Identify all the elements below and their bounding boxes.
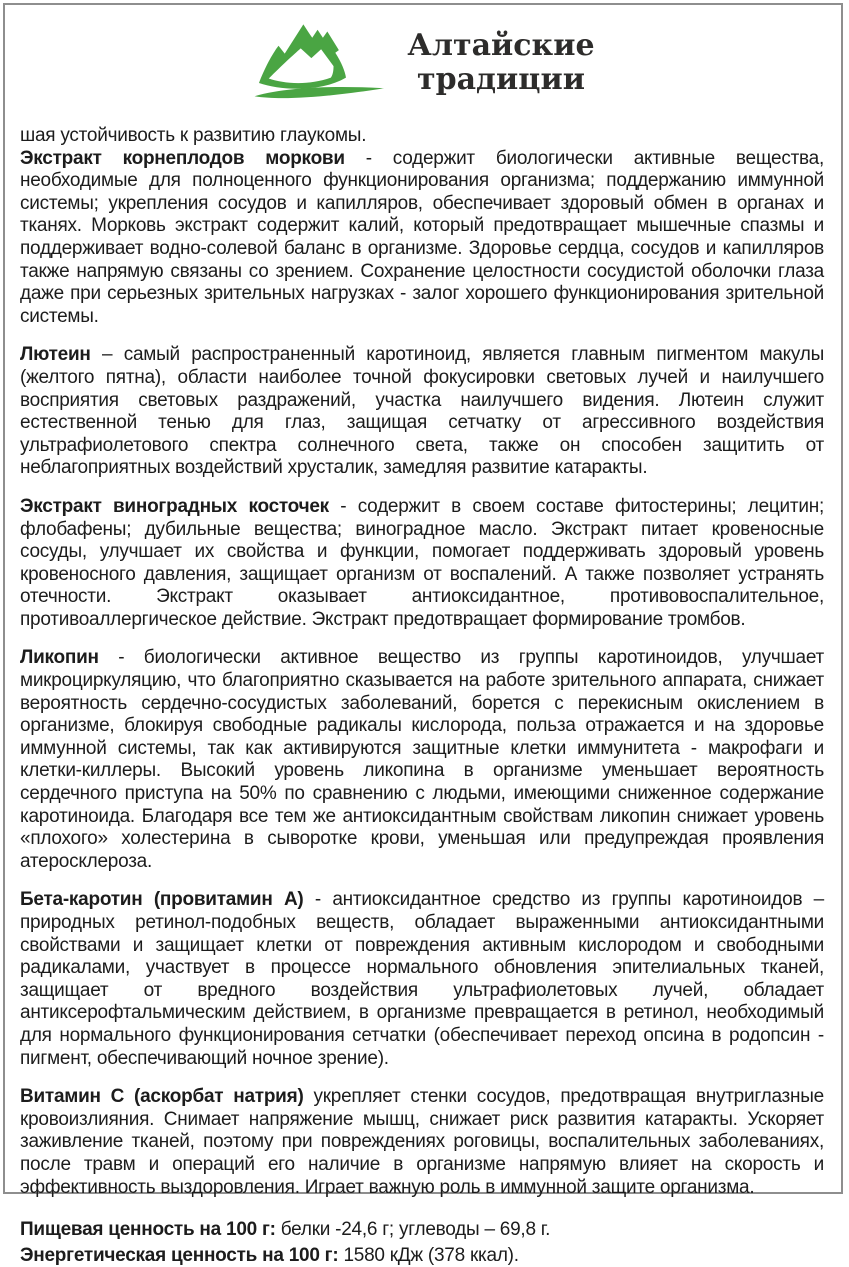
ingredient-lead: Витамин С (аскорбат натрия) <box>20 1086 304 1108</box>
ingredient-paragraph-grape-seed <box>20 496 824 632</box>
ingredient-body: - содержит в своем составе фитостерины; лецитин; флобафены; дубильные вещества; виноградное масло. Экстракт питает кровеносные сосуды, улучшает их свойства и функции, помогает поддерживать здоровый уровень кровеносного давления, защищает организм от воспалений. А также позволяет устранять отечности. Экстракт оказывает антиоксидантное, противовоспалительное, противоаллергическое действие. Экстракт предотвращает формирование тромбов. <box>20 495 825 630</box>
ingredient-body: - содержит биологически активные вещества, необходимые для полноценного функционирования организма; поддержанию иммунной системы; укрепления сосудов и капилляров, обеспечивает здоровый обмен в органах и тканях. Морковь экстракт содержит калий, который предотвращает мышечные спазмы и поддерживает водно-солевой баланс в организме. Здоровье сердца, сосудов и капилляров также напрямую связаны со зрением. Сохранение целостности сосудистой оболочки глаза даже при серьезных зрительных нагрузках - залог хорошего функционирования зрительной системы. <box>20 147 825 327</box>
ingredient-paragraph-vitamin-c <box>20 1086 824 1199</box>
ingredient-paragraph-lutein <box>20 344 824 480</box>
document-page <box>3 3 843 1266</box>
nutrition-body: 1580 кДж (378 ккал). <box>338 1244 519 1266</box>
ingredient-lead: Ликопин <box>20 647 99 669</box>
nutrition-facts <box>20 1219 824 1267</box>
continuation-fragment: шая устойчивость к развитию глаукомы. <box>20 125 367 146</box>
ingredient-body: укрепляет стенки сосудов, предотвращая внутриглазные кровоизлияния. Снимает напряжение мышц, снижает риск развития катаракты. Ускоряет заживление тканей, поэтому при повреждениях роговицы, воспалительных заболеваниях, после травм и операций его наличие в организме напрямую влияет на скорость и эффективность выздоровления. Играет важную роль в иммунной защите организма. <box>20 1086 824 1198</box>
ingredient-body: - антиоксидантное средство из группы каротиноидов – природных ретинол-подобных веществ, обладает выраженными антиоксидантными свойствами и защищает клетки от повреждения активным кислородом и свободными радикалами, участвует в процессе нормального обновления эпителиальных тканей, защищает от вредного воздействия ультрафиолетовых лучей, обладает антиксерофтальмическим действием, в организме превращается в ретинол, необходимый для нормального функционирования сетчатки (обеспечивает переход опсина в родопсин - пигмент, обеспечивающий ночное зрение). <box>20 889 824 1069</box>
ingredient-paragraph-beta-carotene <box>20 889 824 1070</box>
ingredient-body: - биологически активное вещество из группы каротиноидов, улучшает микроциркуляцию, что благоприятно сказывается на работе зрительного аппарата, снижает вероятность сердечно-сосудистых заболеваний, борется с перекисным окислением в организме, блокируя свободные радикалы кислорода, польза отражается и на здоровье иммунной системы, так как активируются защитные клетки иммунитета - макрофаги и клетки-киллеры. Высокий уровень ликопина в организме уменьшает вероятность сердечного приступа на 50% по сравнению с людьми, имеющими сниженное содержание каротиноида. Благодаря все тем же антиоксидантным свойствам ликопин снижает уровень «плохого» холестерина в сыворотке крови, уменьшая или предупреждая проявления атеросклероза. <box>20 647 824 872</box>
brand-name <box>407 29 594 96</box>
brand-name-line1: Алтайские <box>407 28 595 64</box>
nutrition-lead: Пищевая ценность на 100 г: <box>20 1219 276 1241</box>
ingredient-paragraph-lycopene <box>20 647 824 873</box>
nutrition-body: белки -24,6 г; углеводы – 69,8 г. <box>275 1219 551 1241</box>
mountain-logo-icon <box>251 16 393 110</box>
ingredient-lead: Экстракт виноградных косточек <box>20 495 329 517</box>
nutrition-value-line <box>20 1219 824 1242</box>
ingredient-body: – самый распространенный каротиноид, является главным пигментом макулы (желтого пятна), области наиболее точной фокусировки световых лучей и наилучшего восприятия световых раздражений, участка наилучшего видения. Лютеин служит естественной тенью для глаз, защищая сетчатку от агрессивного воздействия ультрафиолетового спектра солнечного света, также он способен защитить от неблагоприятных воздействий хрусталик, замедляя развитие катаракты. <box>20 344 824 479</box>
ingredient-paragraph-carrot <box>20 148 824 329</box>
body-text-column <box>5 113 841 1267</box>
brand-header <box>5 5 841 113</box>
nutrition-lead: Энергетическая ценность на 100 г: <box>20 1244 339 1266</box>
brand-name-line2: традиции <box>417 62 585 97</box>
ingredient-lead: Бета-каротин (провитамин А) <box>20 889 304 911</box>
ingredient-lead: Экстракт корнеплодов моркови <box>20 147 345 169</box>
energy-value-line <box>20 1245 824 1267</box>
ingredient-lead: Лютеин <box>20 344 91 366</box>
